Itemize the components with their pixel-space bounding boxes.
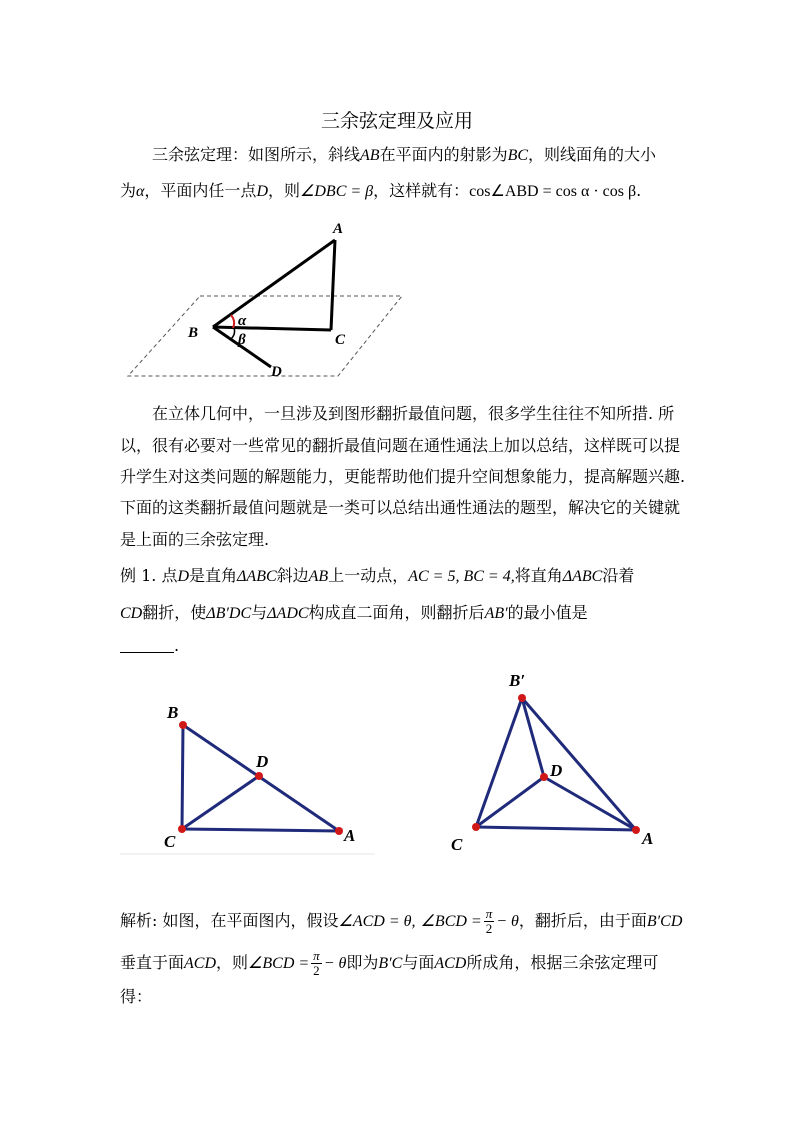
- figure-triangle-abc: [120, 690, 380, 860]
- fraction-pi-over-2-b: $\frac{\pi}{2}$: [313, 948, 320, 978]
- theorem-formula: cos∠ABD = cos α · cos β: [469, 183, 637, 200]
- example-answer-blank: .: [120, 636, 179, 656]
- fig3-point-A: [632, 826, 640, 834]
- solution-line-1: 解析: 如图，在平面图内，假设∠ACD = θ, ∠BCD = $\frac{\pi}{2}$ − θ，翻折后，由于面B′CD: [120, 906, 683, 936]
- fraction-pi-over-2: $\frac{\pi}{2}$: [485, 906, 493, 936]
- intro-line-2: 以，很有必要对一些常见的翻折最值问题在通性通法上加以总结，这样既可以提: [120, 436, 681, 455]
- fig3-label-Bp: B′: [509, 671, 526, 690]
- figure-folded-tetrahedron: [440, 665, 670, 860]
- fig2-point-C: [178, 825, 186, 833]
- answer-blank: [120, 651, 174, 653]
- fig3-edge-BpC: [476, 698, 522, 827]
- segment-BC: [213, 327, 331, 330]
- solution-line-3: 得：: [120, 987, 153, 1006]
- fig2-label-C: C: [164, 832, 176, 851]
- fig2-point-A: [335, 827, 343, 835]
- example-line-1: 例 1. 点D是直角ΔABC斜边AB上一动点，AC = 5, BC = 4,将直角ΔABC沿着: [120, 566, 635, 585]
- segment-BA: [213, 240, 335, 327]
- beta-arc: [231, 328, 235, 339]
- label-alpha: α: [238, 313, 247, 329]
- label-beta: β: [238, 332, 246, 348]
- segment-AC: [331, 240, 335, 330]
- intro-line-4: 下面的这类翻折最值问题就是一类可以总结出通性通法的题型，解决它的关键就: [120, 498, 681, 517]
- fig3-point-Bp: [518, 694, 526, 702]
- fig2-point-B: [179, 721, 187, 729]
- intro-line-5: 是上面的三余弦定理.: [120, 530, 270, 549]
- label-A: A: [333, 221, 344, 237]
- fig2-label-B: B: [167, 703, 179, 722]
- theorem-line-1: 三余弦定理：如图所示，斜线AB在平面内的射影为BC，则线面角的大小: [152, 145, 657, 164]
- fig3-label-A: A: [642, 829, 654, 848]
- fig3-edge-CA: [476, 827, 636, 830]
- figure-three-cosine: [120, 215, 420, 385]
- fig2-edge-CA: [182, 829, 339, 831]
- label-D: D: [271, 364, 282, 380]
- label-B: B: [188, 325, 199, 341]
- fig2-point-D: [255, 772, 263, 780]
- example-line-2: CD翻折，使ΔB′DC与ΔADC构成直二面角，则翻折后AB′的最小值是: [120, 603, 588, 622]
- fig3-label-D: D: [550, 761, 563, 780]
- fig3-point-C: [472, 823, 480, 831]
- intro-line-1: 在立体几何中，一旦涉及到图形翻折最值问题，很多学生往往不知所措. 所: [152, 404, 675, 423]
- theorem-line-2: 为α，平面内任一点D，则∠DBC = β，这样就有：cos∠ABD = cos α · cos β.: [120, 181, 642, 200]
- fig3-edge-DA: [544, 777, 636, 830]
- fig2-edge-BC: [182, 725, 183, 829]
- label-C: C: [335, 332, 346, 348]
- fig2-label-D: D: [256, 752, 269, 771]
- page-title: 三余弦定理及应用: [320, 110, 473, 132]
- fig3-point-D: [540, 773, 548, 781]
- fig3-label-C: C: [451, 835, 463, 854]
- intro-line-3: 升学生对这类问题的解题能力，更能帮助他们提升空间想象能力，提高解题兴趣.: [120, 467, 686, 486]
- fig2-label-A: A: [344, 826, 356, 845]
- fig2-edge-CD: [182, 776, 259, 829]
- solution-line-2: 垂直于面ACD，则∠BCD = $\frac{\pi}{2}$ − θ即为B′C与面ACD所成角，根据三余弦定理可: [120, 948, 659, 978]
